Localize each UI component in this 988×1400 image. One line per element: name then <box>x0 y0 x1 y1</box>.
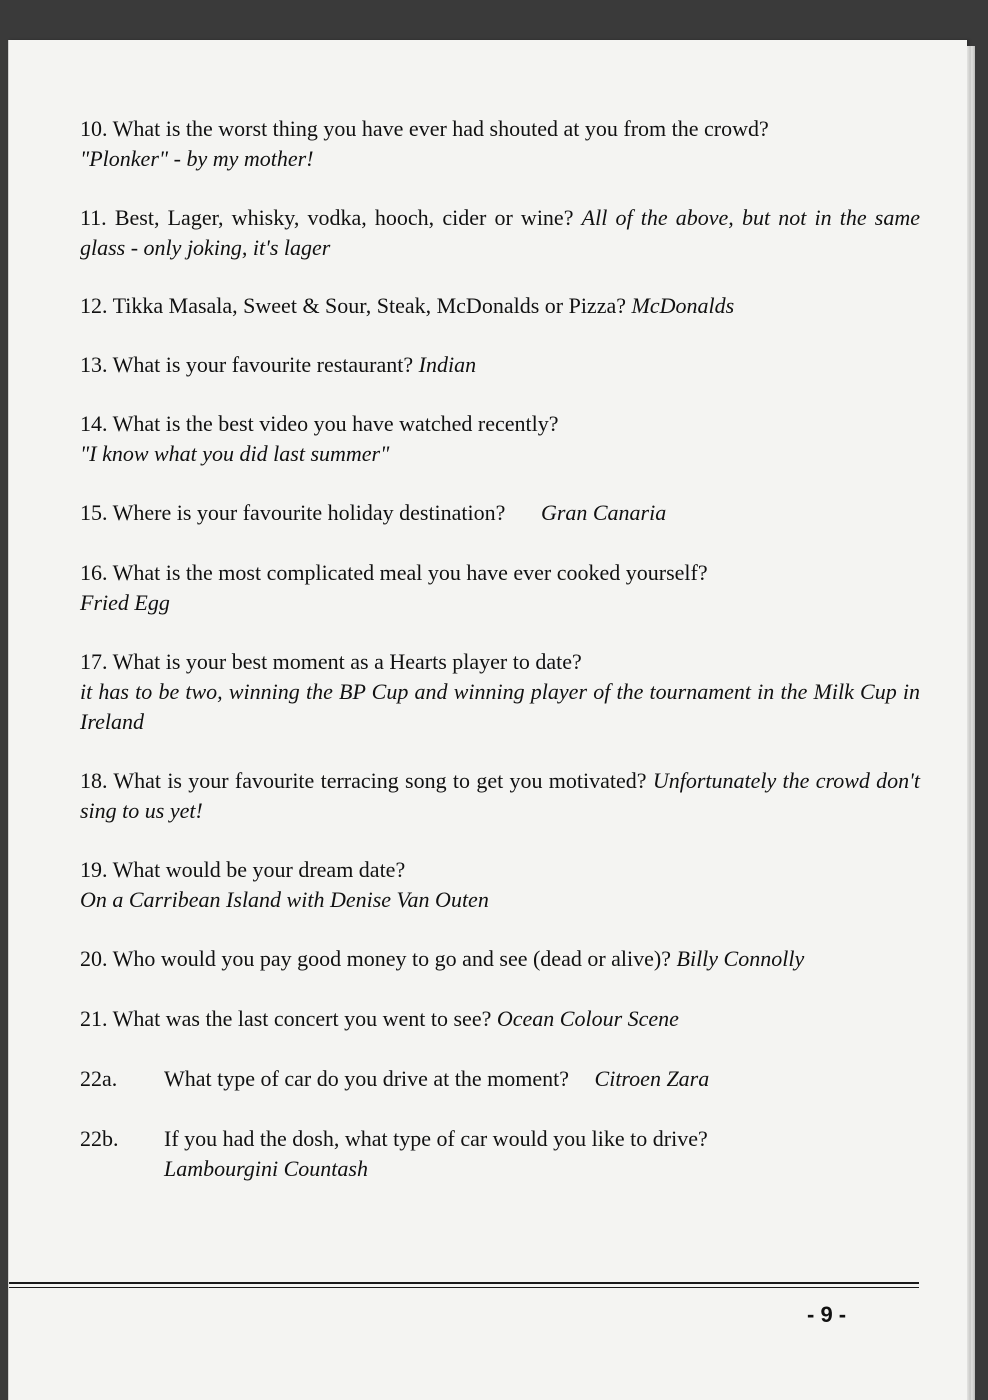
question-text: 17. What is your best moment as a Hearts player to date? <box>80 649 582 674</box>
answer-text: Citroen Zara <box>594 1066 710 1091</box>
qa-item-10 <box>80 114 920 174</box>
footer-rule-thin <box>9 1287 919 1288</box>
answer-text: Fried Egg <box>80 590 170 615</box>
question-text: 19. What would be your dream date? <box>80 857 406 882</box>
answer-text: Unfortunately the crowd don't sing to us yet! <box>80 768 921 823</box>
qa-item-20 <box>80 944 920 974</box>
page-number: - 9 - <box>807 1302 847 1327</box>
qa-item-18 <box>80 766 920 826</box>
question-text: What type of car do you drive at the moment? <box>164 1066 570 1091</box>
qa-item-11 <box>80 203 920 263</box>
qa-item-13 <box>80 350 920 380</box>
answer-text: All of the above, but not in the same glass - only joking, it's lager <box>80 205 921 260</box>
qa-item-12 <box>80 291 920 321</box>
question-text: 20. Who would you pay good money to go and see (dead or alive)? <box>80 946 672 971</box>
question-text: 16. What is the most complicated meal you have ever cooked yourself? <box>80 560 708 585</box>
answer-text: Lambourgini Countash <box>164 1156 368 1181</box>
qa-item-14 <box>80 409 920 469</box>
question-text: 21. What was the last concert you went to see? <box>80 1006 492 1031</box>
page-edge <box>967 46 975 1400</box>
answer-text: Indian <box>418 352 477 377</box>
question-text: 10. What is the worst thing you have ever had shouted at you from the crowd? <box>80 116 769 141</box>
question-text: 11. Best, Lager, whisky, vodka, hooch, cider or wine? <box>80 205 574 230</box>
question-text: 15. Where is your favourite holiday destination? <box>80 500 506 525</box>
answer-text: "I know what you did last summer" <box>80 441 390 466</box>
answer-text: On a Carribean Island with Denise Van Outen <box>80 887 489 912</box>
qa-item-19 <box>80 855 920 915</box>
qa-item-15 <box>80 498 920 528</box>
question-text: 12. Tikka Masala, Sweet & Sour, Steak, McDonalds or Pizza? <box>80 293 626 318</box>
answer-text: Ocean Colour Scene <box>496 1006 679 1031</box>
qa-item-22b <box>80 1124 920 1184</box>
answer-text: "Plonker" - by my mother! <box>80 146 314 171</box>
answer-text: it has to be two, winning the BP Cup and winning player of the tournament in the Milk Cup in Ireland <box>80 679 920 734</box>
qa-item-16 <box>80 558 920 618</box>
answer-text: Billy Connolly <box>676 946 805 971</box>
qa-item-21 <box>80 1004 920 1034</box>
footer-rule <box>9 1282 919 1284</box>
question-text: 14. What is the best video you have watched recently? <box>80 411 559 436</box>
qa-item-17 <box>80 647 920 737</box>
question-text: If you had the dosh, what type of car would you like to drive? <box>164 1126 708 1151</box>
item-label: 22b. <box>80 1126 119 1151</box>
question-text: 18. What is your favourite terracing song to get you motivated? <box>80 768 647 793</box>
answer-text: Gran Canaria <box>540 500 667 525</box>
qa-item-22a <box>80 1064 920 1094</box>
document-page <box>8 40 967 1400</box>
question-text: 13. What is your favourite restaurant? <box>80 352 414 377</box>
answer-text: McDonalds <box>631 293 735 318</box>
item-label: 22a. <box>80 1066 118 1091</box>
